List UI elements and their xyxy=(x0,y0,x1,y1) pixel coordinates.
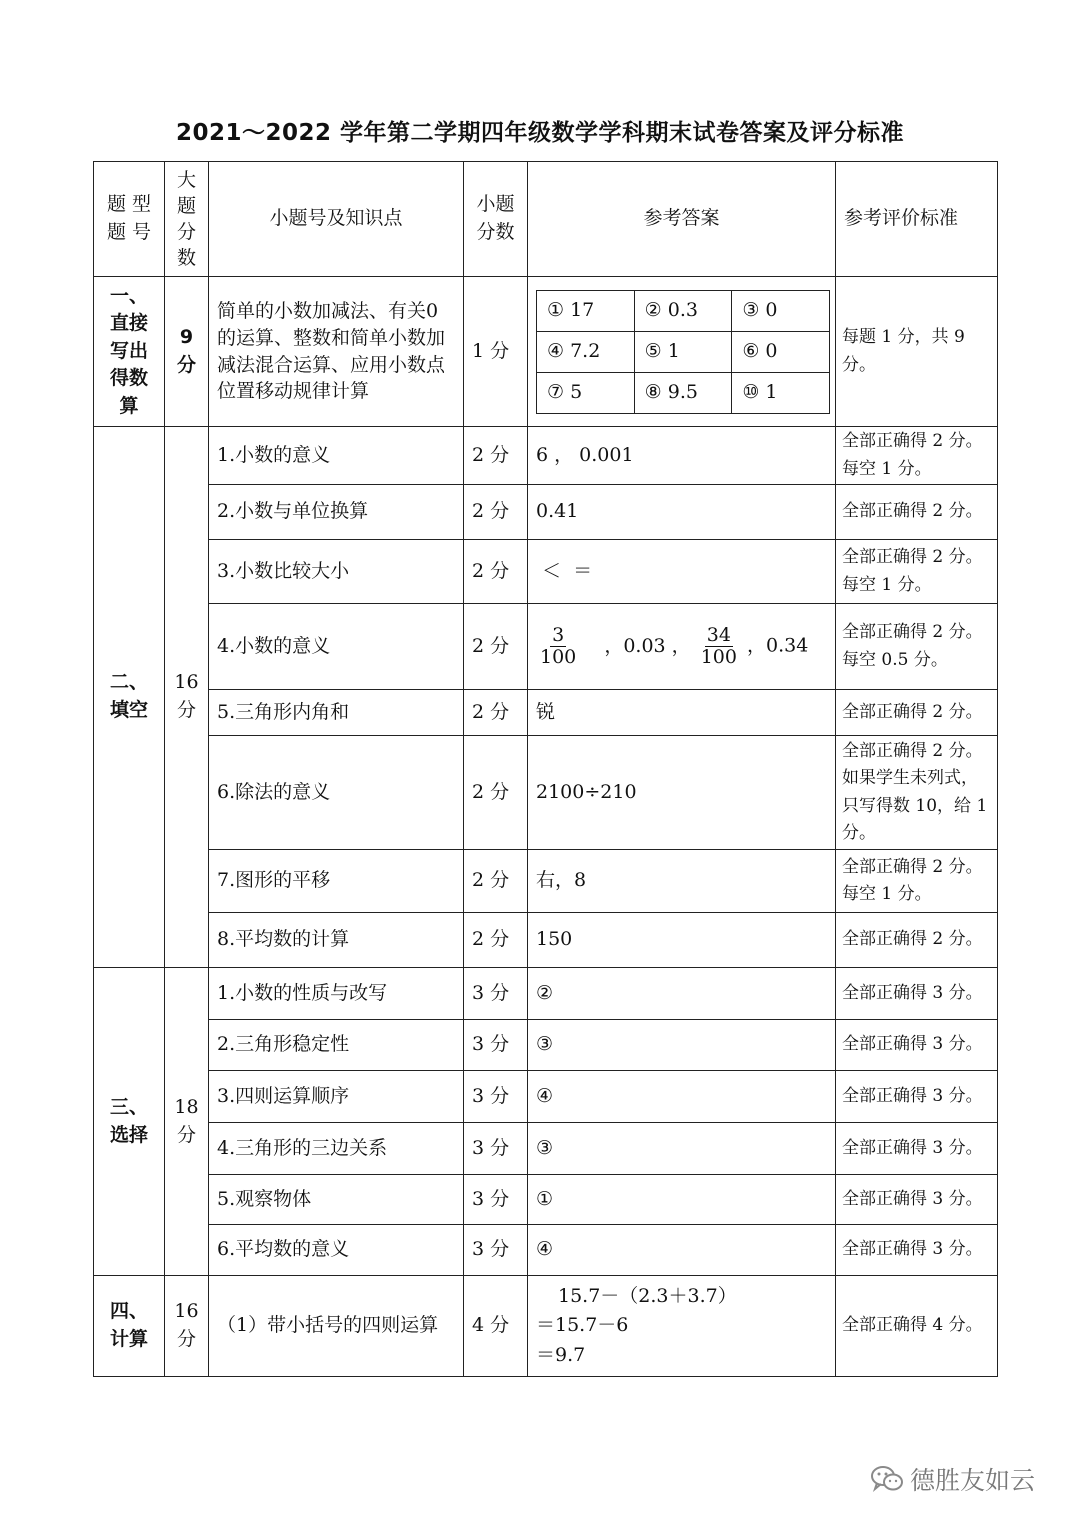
row-item: 1.小数的性质与改写 xyxy=(209,968,464,1020)
table-row xyxy=(94,736,998,850)
row-item: 4.小数的意义 xyxy=(209,604,464,690)
table-row xyxy=(94,1225,998,1276)
section-2-score: 16 分 xyxy=(165,427,209,968)
calc-line: 15.7－（2.3＋3.7） xyxy=(558,1284,737,1307)
wechat-icon xyxy=(870,1464,904,1494)
table-row xyxy=(94,1123,998,1175)
answer-cell: ③ 0 xyxy=(732,290,830,331)
row-score: 2 分 xyxy=(464,736,528,850)
answers-grid xyxy=(536,290,830,414)
row-answer: 150 xyxy=(528,913,836,968)
row-answer: 2100÷210 xyxy=(528,736,836,850)
table-row xyxy=(94,690,998,736)
row-score: 3 分 xyxy=(464,968,528,1020)
section-4-standard: 全部正确得 4 分。 xyxy=(836,1276,998,1377)
row-score: 3 分 xyxy=(464,1175,528,1225)
header-standard: 参考评价标准 xyxy=(836,162,998,277)
row-standard: 全部正确得 2 分。 xyxy=(836,690,998,736)
table-row xyxy=(94,427,998,485)
row-standard: 全部正确得 3 分。 xyxy=(836,968,998,1020)
table-row xyxy=(94,540,998,604)
answer-cell: ⑧ 9.5 xyxy=(634,372,732,413)
row-standard: 全部正确得 2 分。每空 1 分。 xyxy=(836,427,998,485)
row-score: 3 分 xyxy=(464,1071,528,1123)
row-item: 6.平均数的意义 xyxy=(209,1225,464,1276)
row-answer: ＜ ＝ xyxy=(528,540,836,604)
row-item: 2.三角形稳定性 xyxy=(209,1020,464,1071)
calc-line: ＝9.7 xyxy=(536,1343,586,1366)
row-score: 3 分 xyxy=(464,1020,528,1071)
row-answer: ② xyxy=(528,968,836,1020)
row-item: 7.图形的平移 xyxy=(209,850,464,913)
page-title: 2021～2022 学年第二学期四年级数学学科期末试卷答案及评分标准 xyxy=(175,120,905,146)
section-1-score: 9 分 xyxy=(165,277,209,427)
section-4-answer xyxy=(528,1276,836,1377)
fraction-separator: ，0.34 xyxy=(747,634,809,657)
table-row xyxy=(94,1020,998,1071)
table-row xyxy=(94,913,998,968)
fraction-separator: ，0.03 ， xyxy=(604,634,691,657)
section-3-name: 三、 选择 xyxy=(94,968,165,1276)
section-2-name: 二、 填空 xyxy=(94,427,165,968)
answer-cell: ⑥ 0 xyxy=(732,331,830,372)
header-big-score: 大 题 分 数 xyxy=(165,162,209,277)
row-answer: ③ xyxy=(528,1020,836,1071)
calc-line: ＝15.7－6 xyxy=(536,1314,629,1337)
answer-table xyxy=(93,161,998,1377)
table-row xyxy=(94,485,998,540)
header-row xyxy=(94,162,998,277)
table-row xyxy=(94,604,998,690)
header-item: 小题号及知识点 xyxy=(209,162,464,277)
row-standard: 全部正确得 3 分。 xyxy=(836,1175,998,1225)
row-standard: 全部正确得 3 分。 xyxy=(836,1123,998,1175)
section-1-name: 一、 直接 写出 得数 算 xyxy=(94,277,165,427)
answer-cell: ② 0.3 xyxy=(634,290,732,331)
row-item: 2.小数与单位换算 xyxy=(209,485,464,540)
row-item: 3.小数比较大小 xyxy=(209,540,464,604)
answer-cell: ④ 7.2 xyxy=(537,331,635,372)
row-answer: 6 ， 0.001 xyxy=(528,427,836,485)
section-4-item-score: 4 分 xyxy=(464,1276,528,1377)
row-answer: 右，8 xyxy=(528,850,836,913)
row-answer: 0.41 xyxy=(528,485,836,540)
section-4-row xyxy=(94,1276,998,1377)
row-score: 2 分 xyxy=(464,604,528,690)
header-item-score: 小题 分数 xyxy=(464,162,528,277)
row-item: 5.三角形内角和 xyxy=(209,690,464,736)
row-standard: 全部正确得 2 分。每空 0.5 分。 xyxy=(836,604,998,690)
row-standard: 全部正确得 2 分。 xyxy=(836,485,998,540)
fraction-numerator: 3 xyxy=(552,624,565,647)
section-4-item: （1）带小括号的四则运算 xyxy=(209,1276,464,1377)
section-3-score: 18 分 xyxy=(165,968,209,1276)
watermark xyxy=(870,1461,1035,1497)
row-score: 2 分 xyxy=(464,913,528,968)
row-score: 2 分 xyxy=(464,485,528,540)
fraction xyxy=(540,625,576,668)
row-standard: 全部正确得 2 分。 xyxy=(836,913,998,968)
section-1-answers xyxy=(528,277,836,427)
fraction xyxy=(701,625,737,668)
fraction-denominator: 100 xyxy=(540,646,577,668)
row-score: 2 分 xyxy=(464,540,528,604)
row-standard: 全部正确得 2 分。如果学生未列式，只写得数 10，给 1 分。 xyxy=(836,736,998,850)
table-row xyxy=(94,968,998,1020)
row-score: 3 分 xyxy=(464,1225,528,1276)
row-answer: ① xyxy=(528,1175,836,1225)
row-item: 1.小数的意义 xyxy=(209,427,464,485)
answer-cell: ⑤ 1 xyxy=(634,331,732,372)
section-1-standard: 每题 1 分，共 9 分。 xyxy=(836,277,998,427)
section-4-score: 16 分 xyxy=(165,1276,209,1377)
row-answer: ④ xyxy=(528,1071,836,1123)
row-standard: 全部正确得 2 分。每空 1 分。 xyxy=(836,540,998,604)
row-score: 2 分 xyxy=(464,850,528,913)
row-answer: 锐 xyxy=(528,690,836,736)
watermark-text: 德胜友如云 xyxy=(910,1466,1036,1495)
section-1-item-score: 1 分 xyxy=(464,277,528,427)
section-1-row xyxy=(94,277,998,427)
row-score: 2 分 xyxy=(464,690,528,736)
header-answer: 参考答案 xyxy=(528,162,836,277)
row-item: 4.三角形的三边关系 xyxy=(209,1123,464,1175)
row-answer: ④ xyxy=(528,1225,836,1276)
fraction-numerator: 34 xyxy=(706,624,731,647)
row-standard: 全部正确得 3 分。 xyxy=(836,1225,998,1276)
row-item: 8.平均数的计算 xyxy=(209,913,464,968)
section-1-item: 简单的小数加减法、有关0的运算、整数和简单小数加减法混合运算、应用小数点位置移动规律计算 xyxy=(209,277,464,427)
row-standard: 全部正确得 3 分。 xyxy=(836,1020,998,1071)
header-type: 题 型 题 号 xyxy=(94,162,165,277)
table-row xyxy=(94,850,998,913)
answer-cell: ⑦ 5 xyxy=(537,372,635,413)
row-answer xyxy=(528,604,836,690)
row-item: 5.观察物体 xyxy=(209,1175,464,1225)
answer-cell: ① 17 xyxy=(537,290,635,331)
table-row xyxy=(94,1071,998,1123)
answer-cell: ⑩ 1 xyxy=(732,372,830,413)
table-row xyxy=(94,1175,998,1225)
row-item: 3.四则运算顺序 xyxy=(209,1071,464,1123)
row-score: 3 分 xyxy=(464,1123,528,1175)
row-standard: 全部正确得 3 分。 xyxy=(836,1071,998,1123)
row-answer: ③ xyxy=(528,1123,836,1175)
section-4-name: 四、 计算 xyxy=(94,1276,165,1377)
row-item: 6.除法的意义 xyxy=(209,736,464,850)
fraction-denominator: 100 xyxy=(700,646,737,668)
row-standard: 全部正确得 2 分。每空 1 分。 xyxy=(836,850,998,913)
row-score: 2 分 xyxy=(464,427,528,485)
